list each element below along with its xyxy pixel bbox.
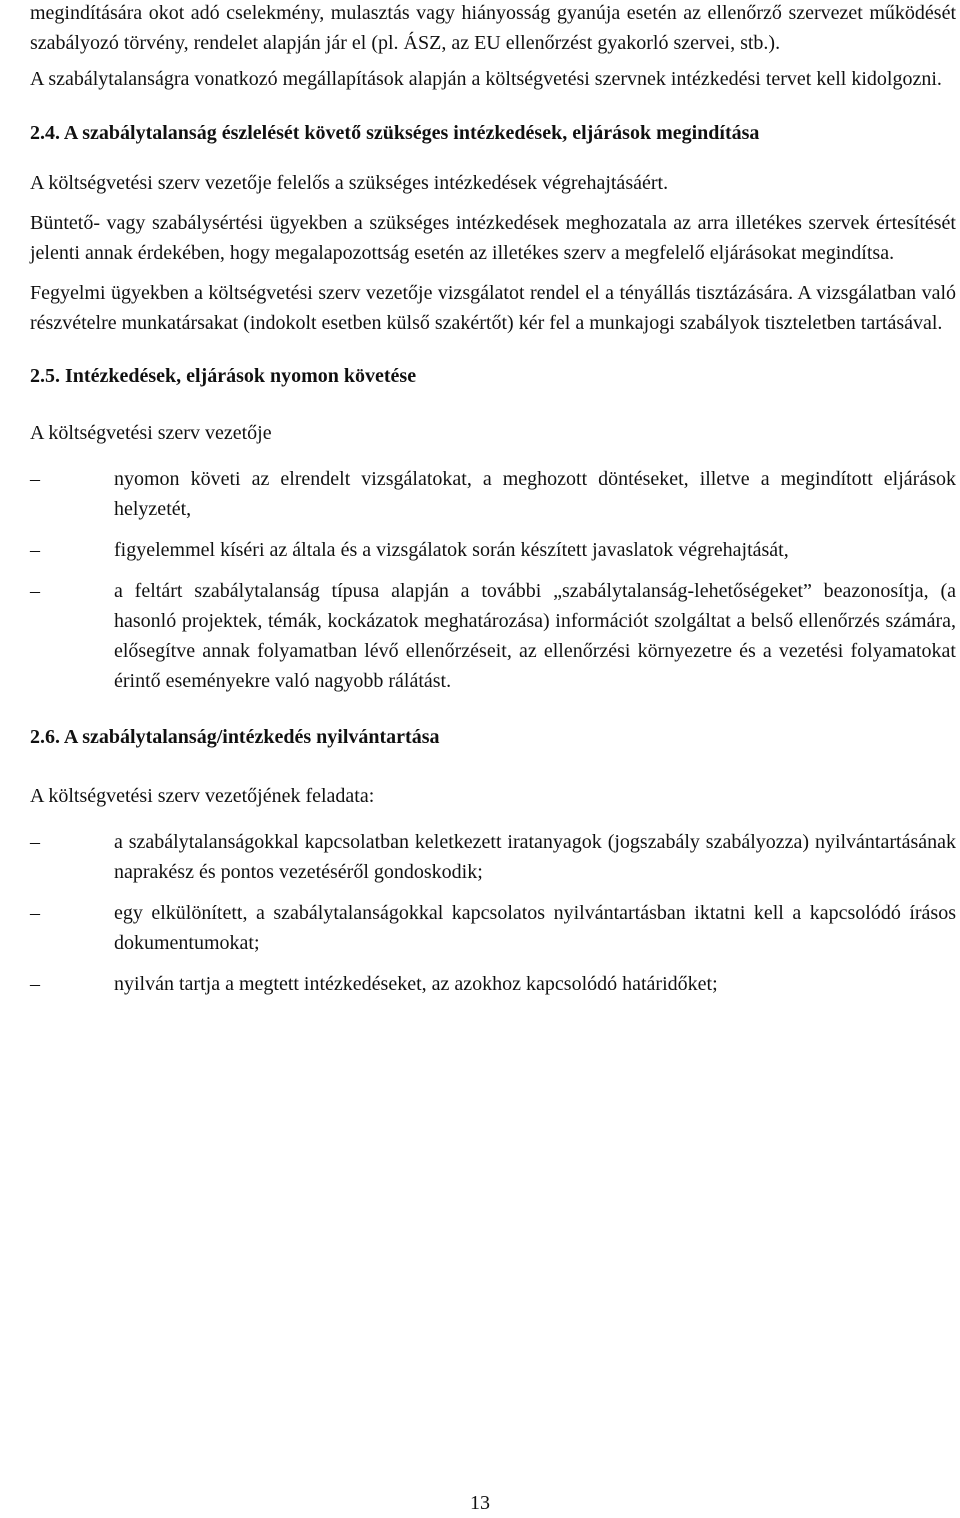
dash-bullet: –	[30, 539, 40, 561]
list-item	[30, 535, 956, 565]
list-item	[30, 464, 956, 524]
page-number: 13	[470, 1492, 490, 1514]
dash-bullet: –	[30, 468, 40, 490]
dash-bullet: –	[30, 902, 40, 924]
dash-bullet: –	[30, 580, 40, 602]
list-item	[30, 969, 956, 999]
section-2-5-heading: 2.5. Intézkedések, eljárások nyomon követése	[30, 365, 417, 387]
section-2-6-list	[30, 827, 956, 999]
section-2-4-paragraph-1: A költségvetési szerv vezetője felelős a szükséges intézkedések végrehajtásáért.	[30, 172, 669, 194]
list-item	[30, 827, 956, 887]
section-2-5-intro: A költségvetési szerv vezetője	[30, 422, 272, 444]
list-item-text: a szabálytalanságokkal kapcsolatban keletkezett iratanyagok (jogszabály szabályozza) nyilvántartásának naprakész és pontos vezetéséről gondoskodik;	[114, 831, 956, 883]
section-2-6-intro: A költségvetési szerv vezetőjének feladata:	[30, 785, 375, 807]
section-2-6-heading: 2.6. A szabálytalanság/intézkedés nyilvántartása	[30, 726, 440, 748]
list-item-text: figyelemmel kíséri az általa és a vizsgálatok során készített javaslatok végrehajtását,	[114, 539, 789, 561]
intro-paragraph-2: A szabálytalanságra vonatkozó megállapítások alapján a költségvetési szervnek intézkedési tervet kell kidolgozni.	[30, 68, 942, 90]
list-item-text: egy elkülönített, a szabálytalanságokkal kapcsolatos nyilvántartásban iktatni kell a kapcsolódó írásos dokumentumokat;	[114, 902, 956, 954]
section-2-4-paragraph-2: Büntető- vagy szabálysértési ügyekben a szükséges intézkedések meghozatala az arra illetékes szervek értesítését jelenti annak érdekében, hogy megalapozottság esetén az illetékes szerv a megfelelő eljárásokat megindítsa.	[30, 212, 956, 264]
dash-bullet: –	[30, 973, 40, 995]
list-item-text: nyomon követi az elrendelt vizsgálatokat, a meghozott döntéseket, illetve a megindított eljárások helyzetét,	[114, 468, 956, 520]
list-item-text: nyilván tartja a megtett intézkedéseket, az azokhoz kapcsolódó határidőket;	[114, 973, 718, 995]
section-2-5-list	[30, 464, 956, 696]
list-item-text: a feltárt szabálytalanság típusa alapján a további „szabálytalanság-lehetőségeket” beazonosítja, (a hasonló projektek, témák, kockázatok meghatározása) információt szolgáltat a belső ellenőrzés számára, elősegítve annak folyamatban lévő ellenőrzéseit, az ellenőrzési környezetre és a vezetési folyamatokat érintő eseményekre való nagyobb rálátást.	[114, 580, 956, 692]
list-item	[30, 898, 956, 958]
document-page	[30, 0, 956, 999]
intro-paragraph-1: megindítására okot adó cselekmény, mulasztás vagy hiányosság gyanúja esetén az ellenőrző szervezet működését szabályozó törvény, rendelet alapján jár el (pl. ÁSZ, az EU ellenőrzést gyakorló szervei, stb.).	[30, 2, 956, 54]
section-2-4-heading: 2.4. A szabálytalanság észlelését követő szükséges intézkedések, eljárások megindítása	[30, 122, 760, 144]
list-item	[30, 576, 956, 696]
section-2-4-paragraph-3: Fegyelmi ügyekben a költségvetési szerv vezetője vizsgálatot rendel el a tényállás tisztázására. A vizsgálatban való részvételre munkatársakat (indokolt esetben külső szakértőt) kér fel a munkajogi szabályok tiszteletben tartásával.	[30, 282, 956, 334]
dash-bullet: –	[30, 831, 40, 853]
